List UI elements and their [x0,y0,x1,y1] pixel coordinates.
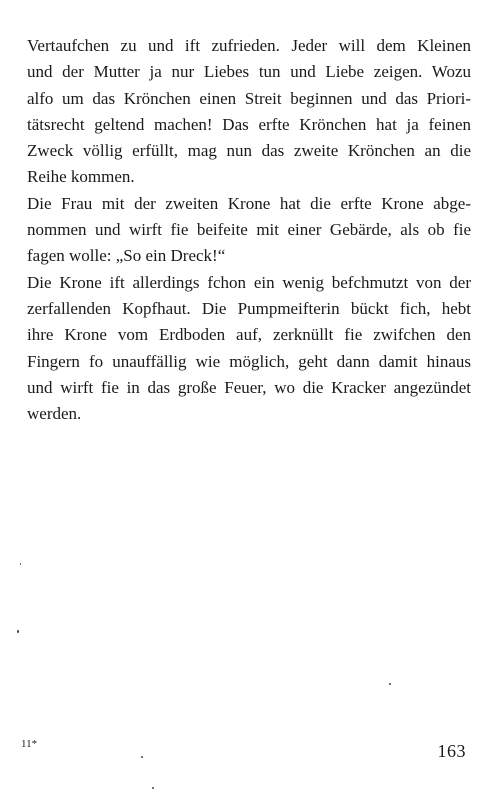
print-speck [152,787,154,789]
text-line: alfo um das Krönchen einen Streit beginnen und das Priori- [27,88,471,108]
text-line: Zweck völlig erfüllt, mag nun das zweite Krönchen an die [27,141,471,161]
print-speck [20,563,21,565]
text-line: ihre Krone vom Erdboden auf, zerknüllt fie zwifchen den [27,325,471,345]
text-line: tätsrecht geltend machen! Das erfte Krönchen hat ja feinen [27,114,471,134]
text-line: nommen und wirft fie beifeite mit einer Gebärde, als ob fie [27,220,471,240]
signature-mark: 11* [21,738,38,750]
text-line: Reihe kommen. [27,167,135,187]
print-speck [141,756,143,758]
text-line: Vertaufchen zu und ift zufrieden. Jeder will dem Kleinen [27,36,471,55]
page-number: 163 [437,741,466,761]
text-line: Die Krone ift allerdings fchon ein wenig befchmutzt von der [27,272,471,292]
body-text [27,33,471,427]
print-speck [389,683,391,685]
text-line: werden. [27,404,82,424]
text-line: zerfallenden Kopfhaut. Die Pumpmeifterin bückt fich, hebt [27,298,471,318]
text-line: und wirft fie in das große Feuer, wo die Kracker angezündet [27,377,471,397]
text-line: Fingern fo unauffällig wie möglich, geht dann damit hinaus [27,351,471,371]
text-line: Die Frau mit der zweiten Krone hat die erfte Krone abge- [27,193,471,213]
text-line: und der Mutter ja nur Liebes tun und Liebe zeigen. Wozu [27,62,471,82]
text-line: fagen wolle: „So ein Dreck!“ [27,246,226,266]
print-speck [17,630,19,633]
